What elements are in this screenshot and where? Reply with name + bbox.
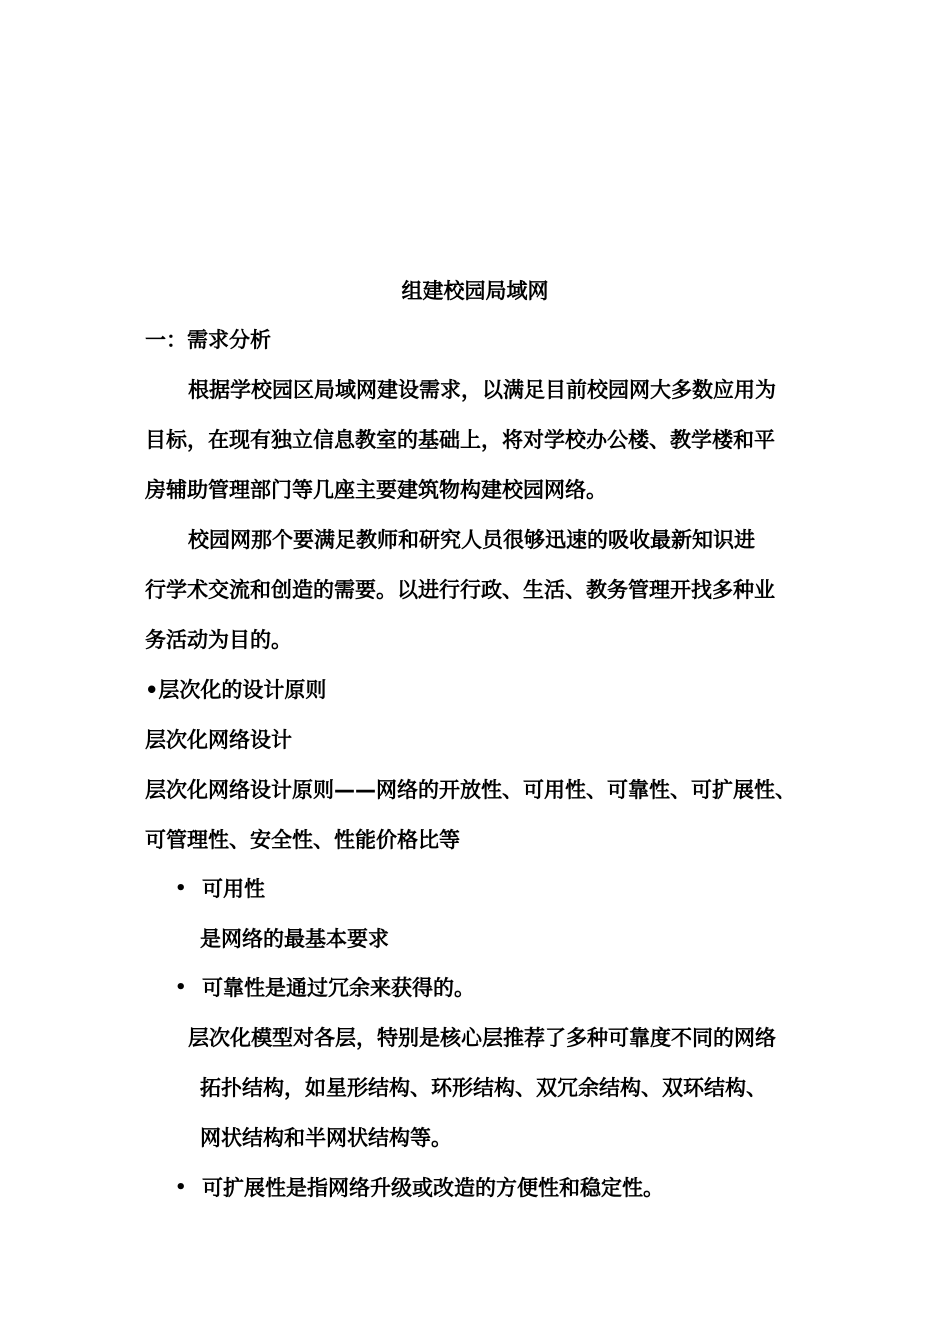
bullet-availability-title: 可用性 — [202, 877, 265, 901]
bullet-scalability-marker: • — [175, 1177, 187, 1198]
principle-heading: •层次化的设计原则 — [145, 678, 327, 702]
section-heading-requirements: 一：需求分析 — [145, 328, 271, 352]
paragraph-1-line-1: 根据学校园区局域网建设需求，以满足目前校园网大多数应用为 — [188, 378, 776, 402]
bullet-reliability-title: 可靠性是通过冗余来获得的。 — [202, 976, 475, 1000]
bullet-reliability-marker: • — [175, 977, 187, 998]
principle-text-line-2: 可管理性、安全性、性能价格比等 — [145, 828, 460, 852]
paragraph-2-line-3: 务活动为目的。 — [145, 628, 292, 652]
paragraph-1-line-2: 目标，在现有独立信息教室的基础上，将对学校办公楼、教学楼和平 — [145, 428, 775, 452]
paragraph-2-line-2: 行学术交流和创造的需要。以进行行政、生活、教务管理开找多种业 — [145, 578, 775, 602]
bullet-reliability-desc-line-3: 网状结构和半网状结构等。 — [200, 1126, 452, 1150]
paragraph-1-line-3: 房辅助管理部门等几座主要建筑物构建校园网络。 — [145, 478, 607, 502]
principle-text-line-1: 层次化网络设计原则——网络的开放性、可用性、可靠性、可扩展性、 — [145, 778, 796, 802]
paragraph-2-line-1: 校园网那个要满足教师和研究人员很够迅速的吸收最新知识进 — [188, 528, 755, 552]
bullet-reliability-desc-line-2: 拓扑结构，如星形结构、环形结构、双冗余结构、双环结构、 — [200, 1076, 767, 1100]
document-title: 组建校园局域网 — [401, 279, 549, 303]
bullet-scalability-title: 可扩展性是指网络升级或改造的方便性和稳定性。 — [202, 1176, 664, 1200]
bullet-reliability-desc-line-1: 层次化模型对各层，特别是核心层推荐了多种可靠度不同的网络 — [188, 1026, 776, 1050]
bullet-availability-desc: 是网络的最基本要求 — [200, 927, 389, 951]
bullet-availability-marker: • — [175, 878, 187, 899]
design-heading: 层次化网络设计 — [145, 728, 292, 752]
